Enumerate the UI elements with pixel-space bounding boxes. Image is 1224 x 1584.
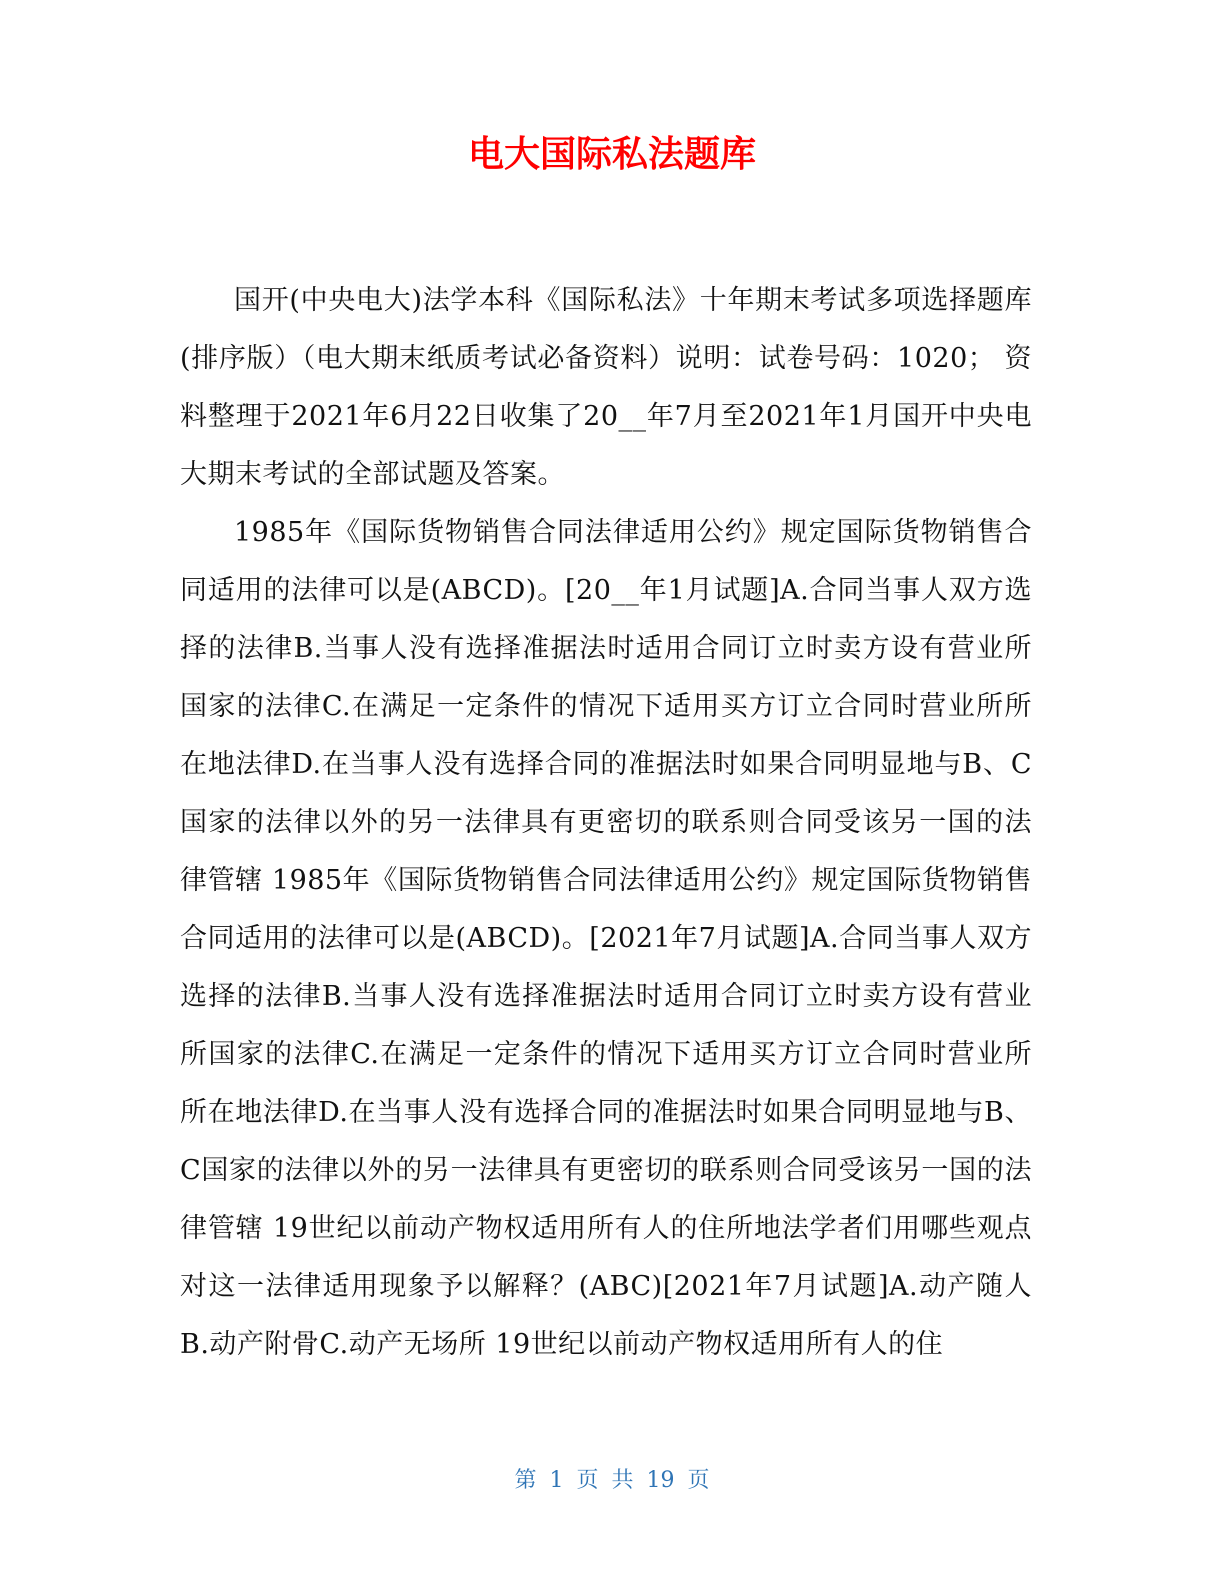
intro-paragraph: 国开(中央电大)法学本科《国际私法》十年期末考试多项选择题库(排序版）（电大期末纸质考试必备资料）说明：试卷号码：1020； 资料整理于2021年6月22日收集了20__年7月至2021年1月国开中央电大期末考试的全部试题及答案。: [180, 285, 1032, 490]
page-number-footer: 第 1 页 共 19 页: [514, 1468, 710, 1493]
document-title: 电大国际私法题库: [467, 134, 756, 175]
document-body: [180, 272, 1032, 1374]
question-paragraph: 1985年《国际货物销售合同法律适用公约》规定国际货物销售合同适用的法律可以是(ABCD)。[20__年1月试题]A.合同当事人双方选择的法律B.当事人没有选择准据法时适用合同订立时卖方设有营业所国家的法律C.在满足一定条件的情况下适用买方订立合同时营业所所在地法律D.在当事人没有选择合同的准据法时如果合同明显地与B、C国家的法律以外的另一法律具有更密切的联系则合同受该另一国的法律管辖 1985年《国际货物销售合同法律适用公约》规定国际货物销售合同适用的法律可以是(ABCD)。[2021年7月试题]A.合同当事人双方选择的法律B.当事人没有选择准据法时适用合同订立时卖方设有营业所国家的法律C.在满足一定条件的情况下适用买方订立合同时营业所所在地法律D.在当事人没有选择合同的准据法时如果合同明显地与B、C国家的法律以外的另一法律具有更密切的联系则合同受该另一国的法律管辖 19世纪以前动产物权适用所有人的住所地法学者们用哪些观点对这一法律适用现象予以解释？(ABC)[2021年7月试题]A.动产随人B.动产附骨C.动产无场所 19世纪以前动产物权适用所有人的住: [180, 517, 1032, 1360]
